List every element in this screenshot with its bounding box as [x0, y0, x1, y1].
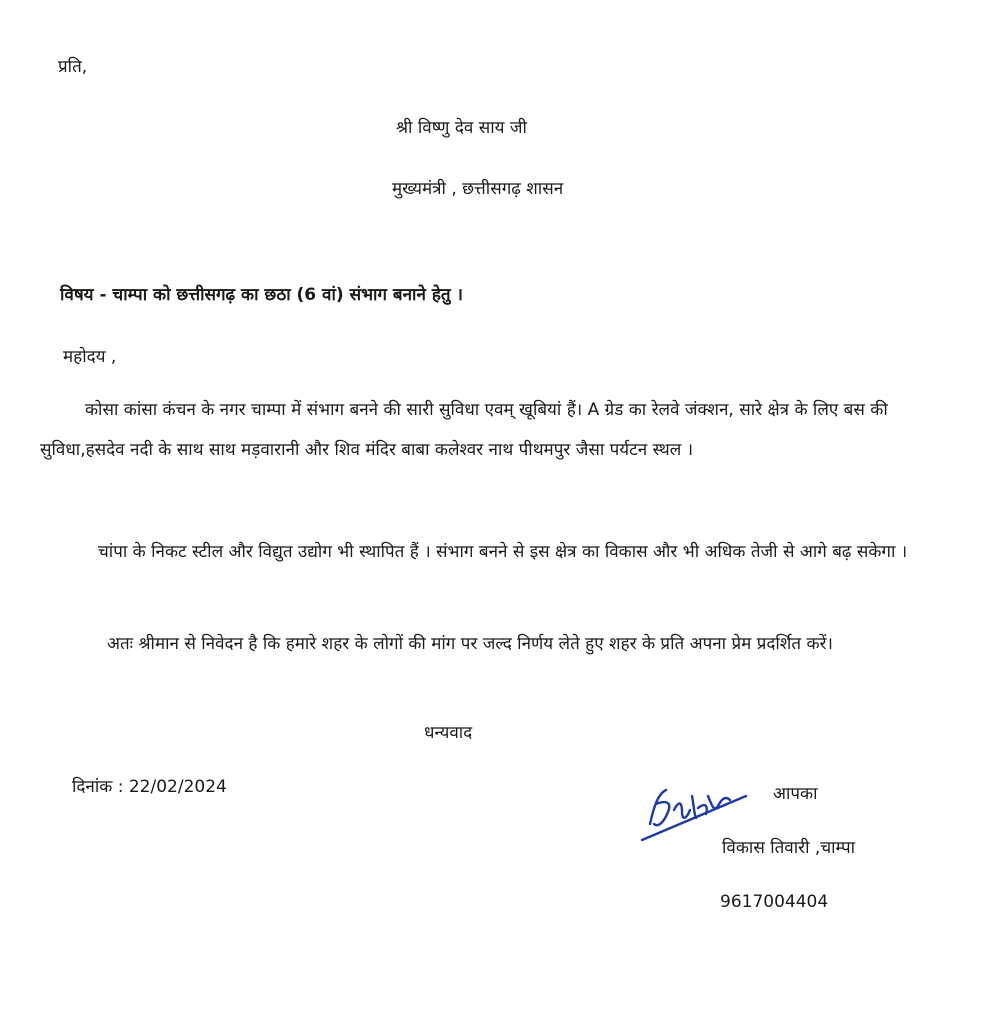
recipient-name: श्री विष्णु देव साय जी: [396, 118, 527, 138]
body-paragraph-2: चांपा के निकट स्टील और विद्युत उद्योग भी स्थापित हैं । संभाग बनने से इस क्षेत्र का विकास और भी अधिक तेजी से आगे बढ़ सकेगा ।: [98, 542, 908, 562]
sender-phone: 9617004404: [720, 892, 829, 912]
greeting: प्रति,: [58, 57, 88, 77]
body-paragraph-3: अतः श्रीमान से निवेदन है कि हमारे शहर के लोगों की मांग पर जल्द निर्णय लेते हुए शहर के प्रति अपना प्रेम प्रदर्शित करें।: [107, 634, 833, 654]
salutation: महोदय ,: [63, 347, 117, 367]
body-paragraph-1: कोसा कांसा कंचन के नगर चाम्पा में संभाग बनने की सारी सुविधा एवम् खूबियां हैं। A ग्रेड का रेलवे जंक्शन, सारे क्षेत्र के लिए बस की सुविधा,हसदेव नदी के साथ साथ मड़वारानी और शिव मंदिर बाबा कलेश्वर नाथ पीथमपुर जैसा पर्यटन स्थल ।: [40, 400, 888, 460]
date: दिनांक : 22/02/2024: [72, 777, 227, 797]
subject-line: विषय - चाम्पा को छत्तीसगढ़ का छठा (6 वां) संभाग बनाने हेतु ।: [60, 285, 463, 305]
handwritten-signature: [636, 766, 756, 846]
sender-name: विकास तिवारी ,चाम्पा: [722, 838, 856, 858]
thanks: धन्यवाद: [424, 723, 473, 743]
recipient-title: मुख्यमंत्री , छत्तीसगढ़ शासन: [392, 179, 564, 199]
closing: आपका: [773, 784, 818, 804]
